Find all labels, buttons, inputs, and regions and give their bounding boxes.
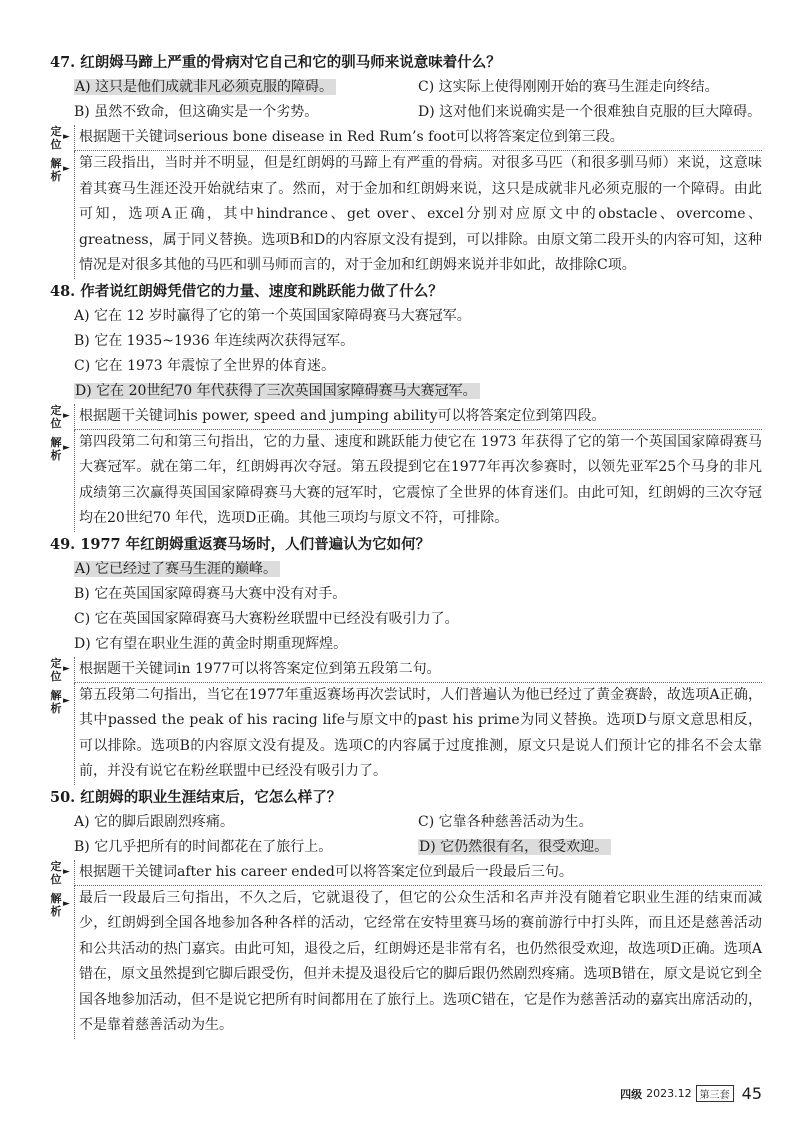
option-cell — [74, 632, 762, 657]
answer-option-correct: D) 它在 20世纪70 年代获得了三次英国国家障碍赛马大赛冠军。 — [74, 383, 480, 399]
answer-option: A) 它在 12 岁时赢得了它的第一个英国国家障碍赛马大赛冠军。 — [74, 307, 471, 324]
locate-label — [50, 125, 62, 151]
option-cell — [74, 354, 762, 379]
question-block — [50, 279, 762, 532]
answer-option: D) 它有望在职业生涯的黄金时期重现辉煌。 — [74, 635, 348, 652]
analysis-label-char: 解 — [50, 435, 62, 449]
option-cell — [74, 100, 418, 125]
locate-block — [50, 657, 762, 683]
option-cell — [418, 810, 762, 835]
analysis-text: 第五段第二句指出，当它在1977年重返赛场再次尝试时，人们普遍认为他已经过了黄金赛龄，故选项A正确，其中passed the peak of his racing life与原文中的past his prime为同义替换。选项D与原文意思相反，可以排除。选项B的内容原文没有提及。选项C的内容属于过度推测，原文只是说人们预计它的排名不会太靠前，并没有说它在粉丝联盟中已经没有吸引力了。 — [74, 683, 762, 785]
analysis-block — [50, 430, 762, 532]
question-block — [50, 532, 762, 785]
arrow-icon: ► — [63, 410, 70, 421]
analysis-label-char: 解 — [50, 688, 62, 702]
option-cell — [74, 304, 762, 329]
answer-option: B) 它在英国国家障碍赛马大赛中没有对手。 — [74, 585, 347, 602]
locate-label — [50, 657, 62, 683]
locate-label-char: 定 — [50, 403, 62, 417]
locate-label — [50, 404, 62, 430]
answer-option: D) 这对他们来说确实是一个很难独自克服的巨大障碍。 — [418, 104, 762, 120]
question-title: 49. 1977 年红朗姆重返赛马场时，人们普遍认为它如何？ — [50, 535, 431, 553]
options-list — [74, 304, 762, 404]
locate-text: 根据题干关键词in 1977可以将答案定位到第五段第二句。 — [74, 657, 762, 683]
option-cell — [418, 100, 762, 125]
option-cell — [418, 835, 762, 860]
arrow-icon: ► — [63, 898, 70, 909]
arrow-icon: ► — [63, 442, 70, 453]
question-block — [50, 785, 762, 1039]
arrow-icon: ► — [63, 866, 70, 877]
analysis-label-char: 析 — [50, 701, 62, 715]
locate-label-char: 位 — [50, 138, 62, 151]
answer-option: C) 它在 1973 年震惊了全世界的体育迷。 — [74, 357, 336, 374]
footer-exam: 四级 — [620, 1087, 643, 1101]
options-list — [74, 557, 762, 657]
page-content — [50, 50, 762, 1039]
answer-option-correct: D) 它仍然很有名，很受欢迎。 — [418, 839, 611, 855]
analysis-label-char: 解 — [50, 891, 62, 905]
analysis-label-char: 解 — [50, 157, 62, 170]
answer-option-correct: A) 这只是他们成就非凡必须克服的障碍。 — [74, 79, 336, 95]
page-number: 45 — [741, 1084, 762, 1103]
option-cell — [418, 75, 762, 100]
page-footer — [620, 1084, 762, 1103]
analysis-label-char: 析 — [50, 904, 62, 918]
locate-label-char: 位 — [50, 669, 62, 683]
locate-block — [50, 125, 762, 151]
analysis-label-char: 析 — [50, 170, 62, 183]
option-row — [74, 810, 762, 835]
analysis-label — [50, 689, 62, 715]
options-list — [74, 810, 762, 860]
analysis-text: 第三段指出，当时并不明显，但是红朗姆的马蹄上有严重的骨病。对很多马匹（和很多驯马师）来说，这意味着其赛马生涯还没开始就结束了。然而，对于金加和红朗姆来说，这只是成就非凡必须克服的一个障碍。由此可知，选项A正确，其中hindrance、get over、excel分别对应原文中的obstacle、overcome、greatness，属于同义替换。选项B和D的内容原文没有提到，可以排除。由原文第二段开头的内容可知，这种情况是对很多其他的马匹和驯马师而言的，对于金加和红朗姆来说并非如此，故排除C项。 — [74, 151, 762, 279]
locate-label-char: 定 — [50, 125, 62, 138]
analysis-label — [50, 892, 62, 918]
question-block — [50, 50, 762, 279]
option-cell — [74, 835, 418, 860]
option-row — [74, 835, 762, 860]
answer-option: C) 它在英国国家障碍赛马大赛粉丝联盟中已经没有吸引力了。 — [74, 610, 459, 627]
option-cell — [74, 810, 418, 835]
answer-option: C) 它靠各种慈善活动为生。 — [418, 813, 593, 830]
option-row — [74, 75, 762, 100]
locate-text: 根据题干关键词serious bone disease in Red Rum’s foot可以将答案定位到第三段。 — [74, 125, 762, 151]
arrow-icon: ► — [63, 132, 70, 142]
answer-option: B) 虽然不致命，但这确实是一个劣势。 — [74, 104, 319, 120]
option-cell — [74, 557, 762, 582]
option-cell — [74, 75, 418, 100]
arrow-icon: ► — [63, 663, 70, 674]
locate-block — [50, 860, 762, 886]
answer-option-correct: A) 它已经过了赛马生涯的巅峰。 — [74, 561, 280, 577]
answer-option: A) 它的脚后跟剧烈疼痛。 — [74, 813, 235, 830]
locate-text: 根据题干关键词after his career ended可以将答案定位到最后一段最后三句。 — [74, 860, 762, 886]
analysis-block — [50, 886, 762, 1039]
question-title: 47. 红朗姆马蹄上严重的骨病对它自己和它的驯马师来说意味着什么？ — [50, 54, 501, 71]
locate-label-char: 定 — [50, 859, 62, 873]
analysis-text: 第四段第二句和第三句指出，它的力量、速度和跳跃能力使它在 1973 年获得了它的第一个英国国家障碍赛马大赛冠军。就在第二年，红朗姆再次夺冠。第五段提到它在1977年再次参赛时，以领先亚军25个马身的非凡成绩第三次赢得英国国家障碍赛马大赛的冠军时，它震惊了全世界的体育迷们。由此可知，红朗姆的三次夺冠均在20世纪70 年代，选项D正确。其他三项均与原文不符，可排除。 — [74, 430, 762, 532]
locate-label-char: 定 — [50, 656, 62, 670]
option-cell — [74, 329, 762, 354]
option-cell — [74, 582, 762, 607]
analysis-block — [50, 683, 762, 785]
answer-option: B) 它在 1935~1936 年连续两次获得冠军。 — [74, 332, 355, 349]
option-cell — [74, 607, 762, 632]
answer-option: C) 这实际上使得刚刚开始的赛马生涯走向终结。 — [418, 79, 719, 95]
options-list — [74, 75, 762, 125]
analysis-label — [50, 436, 62, 462]
option-cell — [74, 379, 762, 404]
locate-text: 根据题干关键词his power, speed and jumping ability可以将答案定位到第四段。 — [74, 404, 762, 430]
locate-block — [50, 404, 762, 430]
footer-issue: 2023.12 — [646, 1087, 692, 1100]
option-row — [74, 100, 762, 125]
locate-label-char: 位 — [50, 416, 62, 430]
arrow-icon: ► — [63, 695, 70, 706]
locate-label-char: 位 — [50, 872, 62, 886]
analysis-text: 最后一段最后三句指出，不久之后，它就退役了，但它的公众生活和名声并没有随着它职业生涯的结束而减少，红朗姆到全国各地参加各种各样的活动，它经常在安特里赛马场的赛前游行中打头阵，而且还是慈善活动和公共活动的热门嘉宾。由此可知，退役之后，红朗姆还是非常有名，也仍然很受欢迎，故选项D正确。选项A错在，原文虽然提到它脚后跟受伤，但并未提及退役后它的脚后跟仍然剧烈疼痛。选项B错在，原文是说它到全国各地参加活动，但不是说它把所有时间都用在了旅行上。选项C错在，它是作为慈善活动的嘉宾出席活动的，不是靠着慈善活动为生。 — [74, 886, 762, 1039]
locate-label — [50, 860, 62, 886]
analysis-label-char: 析 — [50, 448, 62, 462]
analysis-label — [50, 157, 62, 183]
question-title: 48. 作者说红朗姆凭借它的力量、速度和跳跃能力做了什么？ — [50, 282, 443, 300]
arrow-icon: ► — [63, 164, 70, 174]
question-title: 50. 红朗姆的职业生涯结束后，它怎么样了？ — [50, 788, 342, 806]
answer-option: B) 它几乎把所有的时间都花在了旅行上。 — [74, 838, 333, 855]
analysis-block — [50, 151, 762, 279]
footer-chapter: 第三套 — [696, 1085, 734, 1102]
